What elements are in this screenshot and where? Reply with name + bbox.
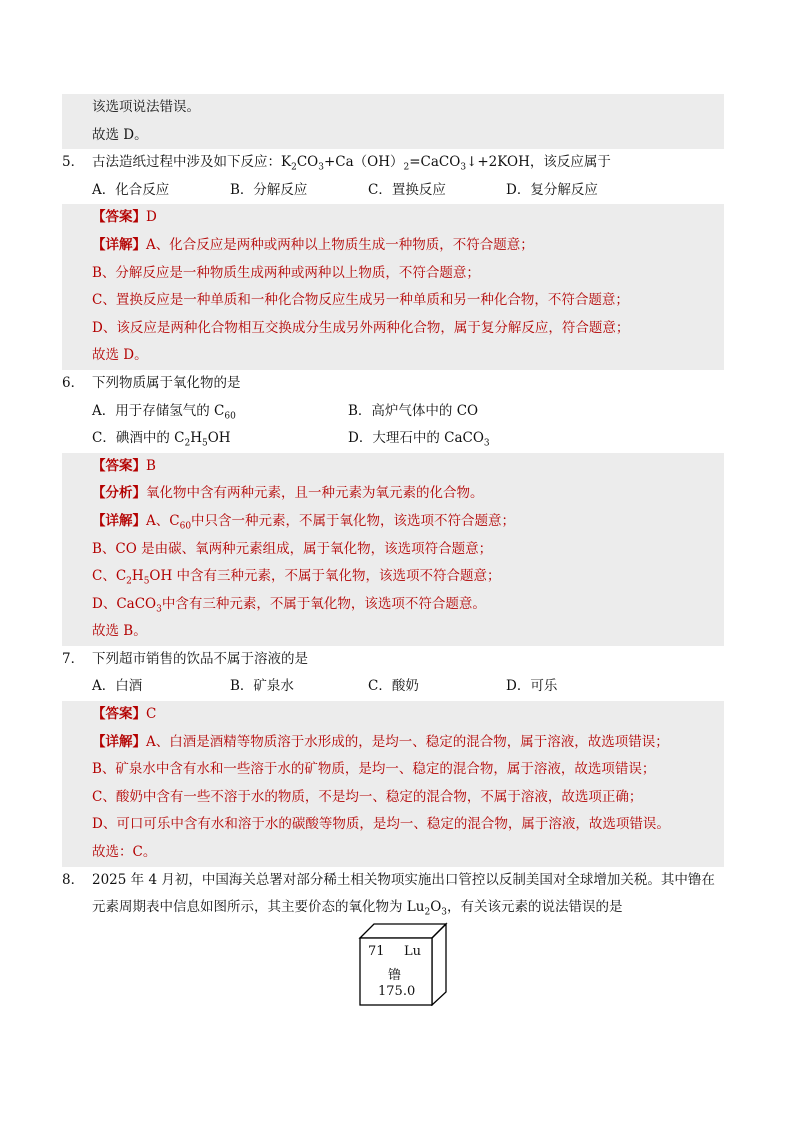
conclusion-text: 故选：C。 [92, 844, 157, 861]
stem-text: +Ca（OH） [323, 154, 404, 171]
question-8-stem [62, 867, 724, 895]
detail-label: 【详解】 [92, 512, 146, 529]
option-a[interactable]: A．化合反应 [92, 181, 170, 198]
question-5-options [62, 177, 724, 205]
subscript: 3 [318, 162, 324, 173]
answer-line [62, 204, 724, 232]
detail-line [62, 811, 724, 839]
detail-line [62, 563, 724, 591]
stem-text: 下列超市销售的饮品不属于溶液的是 [92, 650, 308, 667]
detail-text: 中含有三种元素，不属于氧化物，该选项不符合题意。 [161, 595, 486, 612]
stem-text: 2025 年 4 月初，中国海关总署对部分稀土相关物项实施出口管控以反制美国对全球增加关税。其中镥在 [92, 871, 715, 888]
prev-conclusion-line [62, 122, 724, 150]
detail-line [62, 729, 724, 757]
option-text: A．用于存储氢气的 C [92, 402, 225, 419]
stem-text: 下列物质属于氧化物的是 [92, 374, 241, 391]
analysis-text: 氧化物中含有两种元素，且一种元素为氧元素的化合物。 [146, 485, 484, 502]
subscript: 2 [424, 907, 431, 918]
subscript: 3 [460, 162, 467, 173]
option-d[interactable]: D．可乐 [506, 678, 558, 695]
question-number: 6． [62, 374, 85, 391]
answer-label: 【答案】 [92, 706, 146, 723]
subscript: 2 [184, 438, 191, 449]
answer-value: D [146, 209, 157, 226]
stem-text: CO [296, 154, 319, 171]
option-a[interactable]: A．白酒 [92, 678, 143, 695]
detail-text: A、化合反应是两种或两种以上物质生成一种物质，不符合题意； [146, 236, 534, 253]
detail-label: 【详解】 [92, 236, 146, 253]
subscript: 2 [291, 162, 297, 173]
option-c[interactable]: C．酸奶 [368, 678, 419, 695]
detail-line [62, 508, 724, 536]
conclusion-text: 故选 B。 [92, 623, 147, 640]
answer-label: 【答案】 [92, 209, 146, 226]
subscript: 60 [224, 411, 236, 422]
option-c[interactable] [92, 425, 348, 453]
stem-text: 古法造纸过程中涉及如下反应：K [92, 154, 292, 171]
detail-text: B、CO 是由碳、氧两种元素组成，属于氧化物，该选项符合题意； [92, 540, 493, 557]
detail-line [62, 232, 724, 260]
question-8-stem-cont [62, 894, 724, 922]
subscript: 2 [403, 162, 410, 173]
subscript: 2 [126, 576, 132, 587]
detail-text: H [131, 568, 144, 585]
periodic-element-figure [358, 922, 446, 1004]
subscript: 3 [156, 604, 162, 615]
subscript: 5 [143, 576, 150, 587]
detail-line [62, 315, 724, 343]
question-number: 5． [62, 154, 85, 171]
detail-label: 【详解】 [92, 733, 146, 750]
subscript: 5 [201, 438, 208, 449]
conclusion-line [62, 618, 724, 646]
option-b[interactable] [348, 398, 604, 426]
answer-line [62, 701, 724, 729]
conclusion-line [62, 839, 724, 867]
answer-label: 【答案】 [92, 457, 146, 474]
question-6-options-row-2 [62, 425, 724, 453]
answer-value: C [146, 706, 157, 723]
option-c[interactable]: C．置换反应 [368, 181, 446, 198]
detail-text: B、矿泉水中含有水和一些溶于水的矿物质，是均一、稳定的混合物，属于溶液，故选项错误； [92, 761, 656, 778]
detail-line [62, 784, 724, 812]
option-b[interactable]: B．矿泉水 [230, 678, 294, 695]
option-b[interactable]: B．分解反应 [230, 181, 308, 198]
stem-text: ，有关该元素的说法错误的是 [447, 899, 623, 916]
element-name: 镥 [388, 968, 402, 983]
detail-text: D、可口可乐中含有水和溶于水的碳酸等物质，是均一、稳定的混合物，属于溶液，故选项错误。 [92, 816, 670, 833]
detail-text: C、C [92, 568, 127, 585]
answer-value: B [146, 457, 156, 474]
stem-text: 元素周期表中信息如图所示，其主要价态的氧化物为 Lu [92, 899, 425, 916]
subscript: 3 [441, 907, 447, 918]
stem-text: =CaCO [409, 154, 461, 171]
question-6-options-row-1 [62, 398, 724, 426]
answer-line [62, 453, 724, 481]
prev-explanation-line [62, 94, 724, 122]
stem-text: O [430, 899, 442, 916]
detail-line [62, 756, 724, 784]
option-text: D．大理石中的 CaCO [348, 430, 484, 447]
element-symbol: Lu [404, 944, 422, 959]
detail-text: C、酸奶中含有一些不溶于水的物质，不是均一、稳定的混合物，不属于溶液，故选项正确； [92, 788, 643, 805]
question-6-stem [62, 370, 724, 398]
option-text: OH [207, 430, 231, 447]
question-number: 8． [62, 871, 85, 888]
option-a[interactable] [92, 398, 348, 426]
option-text: C．碘酒中的 C [92, 430, 185, 447]
detail-text: C、置换反应是一种单质和一种化合物反应生成另一种单质和另一种化合物，不符合题意； [92, 292, 629, 309]
atomic-mass: 175.0 [378, 984, 416, 999]
detail-line [62, 591, 724, 619]
question-7-stem [62, 646, 724, 674]
document-body [62, 94, 724, 922]
question-number: 7． [62, 650, 85, 667]
option-text: B．高炉气体中的 CO [348, 402, 479, 419]
detail-text: D、该反应是两种化合物相互交换成分生成另外两种化合物，属于复分解反应，符合题意； [92, 319, 630, 336]
question-5-stem [62, 149, 724, 177]
detail-text: D、CaCO [92, 595, 157, 612]
detail-line [62, 287, 724, 315]
analysis-line [62, 480, 724, 508]
analysis-label: 【分析】 [92, 485, 146, 502]
detail-text: A、C [146, 512, 180, 529]
conclusion-line [62, 342, 724, 370]
question-7-options [62, 673, 724, 701]
detail-text: OH 中含有三种元素，不属于氧化物，该选项不符合题意； [149, 568, 501, 585]
detail-text: A、白酒是酒精等物质溶于水形成的，是均一、稳定的混合物，属于溶液，故选项错误； [146, 733, 669, 750]
detail-text: B、分解反应是一种物质生成两种或两种以上物质，不符合题意； [92, 264, 480, 281]
detail-line [62, 536, 724, 564]
prev-conclusion-text: 故选 D。 [92, 126, 148, 143]
subscript: 60 [179, 521, 192, 532]
option-text: H [190, 430, 202, 447]
prev-explanation-text: 该选项说法错误。 [92, 99, 200, 115]
detail-text: 中只含一种元素，不属于氧化物，该选项不符合题意； [191, 512, 516, 529]
option-d[interactable] [348, 425, 604, 453]
atomic-number: 71 [368, 944, 385, 959]
stem-text: ↓+2KOH，该反应属于 [466, 154, 611, 171]
subscript: 3 [483, 438, 490, 449]
conclusion-text: 故选 D。 [92, 347, 148, 364]
detail-line [62, 260, 724, 288]
option-d[interactable]: D．复分解反应 [506, 181, 598, 198]
